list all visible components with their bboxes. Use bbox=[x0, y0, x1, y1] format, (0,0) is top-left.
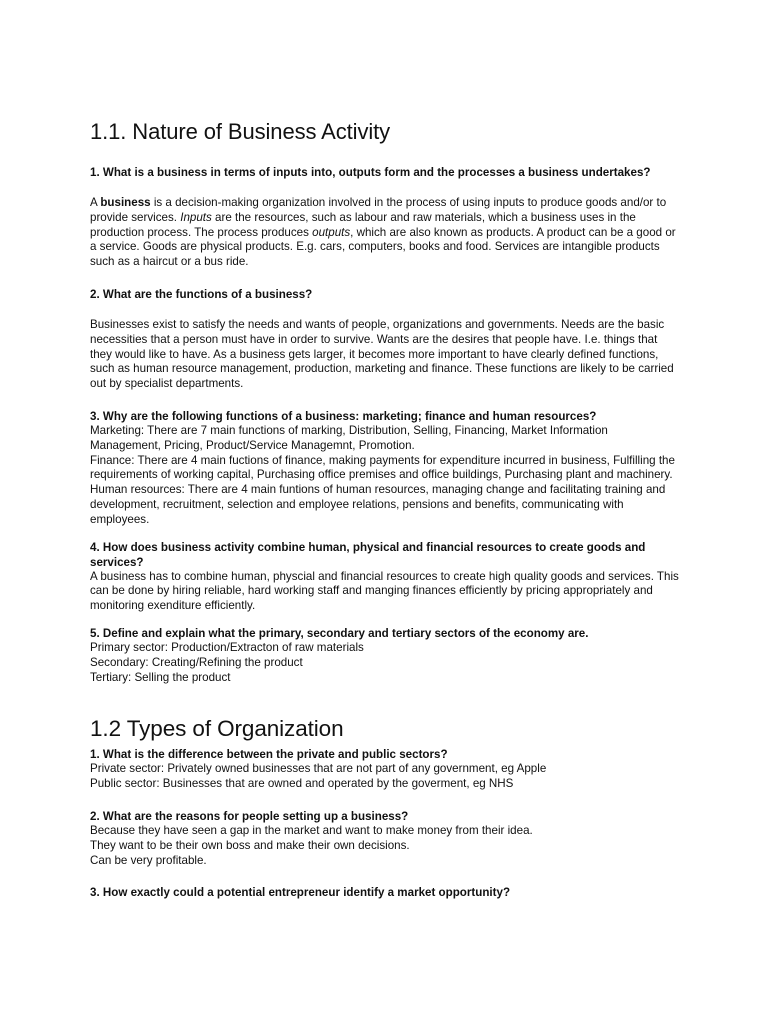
answer-1-prefix: A bbox=[90, 196, 101, 209]
question-2-text: 2. What are the functions of a business? bbox=[90, 287, 313, 301]
answer-2-1-public: Public sector: Businesses that are owned and operated by the goverment, eg NHS bbox=[90, 777, 514, 791]
question-2-3-text: 3. How exactly could a potential entrepreneur identify a market opportunity? bbox=[90, 886, 511, 900]
question-block-4 bbox=[90, 540, 680, 614]
question-5-text: 5. Define and explain what the primary, secondary and tertiary sectors of the economy are. bbox=[90, 626, 589, 640]
answer-5-secondary: Secondary: Creating/Refining the product bbox=[90, 655, 303, 669]
question-block-3 bbox=[90, 409, 680, 528]
answer-1-part3: , which are also known as products. A product can be a good or a service. Goods are physical products. E.g. cars, computers, books and food. Services are intangible products such as a haircut or a bus ride. bbox=[90, 225, 676, 269]
question-block-1 bbox=[90, 165, 680, 270]
answer-2-2-line3: Can be very profitable. bbox=[90, 853, 207, 867]
question-3-text: 3. Why are the following functions of a business: marketing; finance and human resources? bbox=[90, 409, 597, 423]
section-heading-nature-of-business: 1.1. Nature of Business Activity bbox=[90, 119, 391, 144]
section-heading-types-of-organization: 1.2 Types of Organization bbox=[90, 716, 344, 742]
answer-1-part2: are the resources, such as labour and raw materials, which a business uses in the production process. The process produces bbox=[90, 210, 636, 239]
question-block-2-1 bbox=[90, 747, 680, 792]
answer-2-text: Businesses exist to satisfy the needs and wants of people, organizations and governments. Needs are the basic necessities that a person must have in order to survive. Wants are the desires that people have. I.e. things that they would like to have. As a business gets larger, it becomes more important to have clearly defined functions, such as human resource management, production, marketing and finance. These functions are likely to be carried out by specialist departments. bbox=[90, 317, 674, 391]
answer-1-bold-term: business bbox=[100, 196, 151, 209]
answer-1-italic-inputs: Inputs bbox=[180, 210, 212, 224]
answer-2-1-private: Private sector: Privately owned businesses that are not part of any government, eg Apple bbox=[90, 762, 547, 776]
answer-2-2-line2: They want to be their own boss and make their own decisions. bbox=[90, 838, 410, 852]
question-2-1-text: 1. What is the difference between the private and public sectors? bbox=[90, 748, 448, 762]
answer-4-text: A business has to combine human, physcial and financial resources to create high quality goods and services. This can be done by hiring reliable, hard working staff and manging finances efficiently by pricing appropriately and monitoring exenditure efficiently. bbox=[90, 569, 679, 613]
question-2-2-text: 2. What are the reasons for people setting up a business? bbox=[90, 809, 409, 823]
answer-5-primary: Primary sector: Production/Extracton of raw materials bbox=[90, 640, 364, 654]
answer-1-part1: is a decision-making organization involved in the process of using inputs to produce goods and/or to provide services. bbox=[90, 196, 667, 224]
question-block-2 bbox=[90, 287, 680, 392]
question-4-text: 4. How does business activity combine human, physical and financial resources to create goods and services? bbox=[90, 540, 646, 569]
document-page bbox=[90, 118, 680, 900]
question-block-5 bbox=[90, 626, 680, 685]
answer-1-italic-outputs: outputs bbox=[312, 225, 351, 239]
answer-1-text bbox=[90, 196, 680, 270]
question-block-2-3 bbox=[90, 885, 680, 900]
answer-2-2-line1: Because they have seen a gap in the market and want to make money from their idea. bbox=[90, 823, 533, 837]
answer-3-marketing: Marketing: There are 7 main functions of marking, Distribution, Selling, Financing, Market Information Management, Pricing, Product/Service Managemnt, Promotion. bbox=[90, 423, 608, 452]
answer-5-tertiary: Tertiary: Selling the product bbox=[90, 670, 231, 684]
question-block-2-2 bbox=[90, 809, 680, 868]
question-1-text: 1. What is a business in terms of inputs into, outputs form and the processes a business undertakes? bbox=[90, 166, 651, 179]
answer-3-hr: Human resources: There are 4 main funtions of human resources, managing change and facilitating training and development, recruitment, selection and employee relations, pensions and benefits, communicating with employees. bbox=[90, 483, 666, 526]
answer-3-finance: Finance: There are 4 main fuctions of finance, making payments for expenditure incurred in business, Fulfilling the requirements of working capital, Purchasing office premises and office buildings, Purchasing plant and machinery. bbox=[90, 453, 675, 482]
